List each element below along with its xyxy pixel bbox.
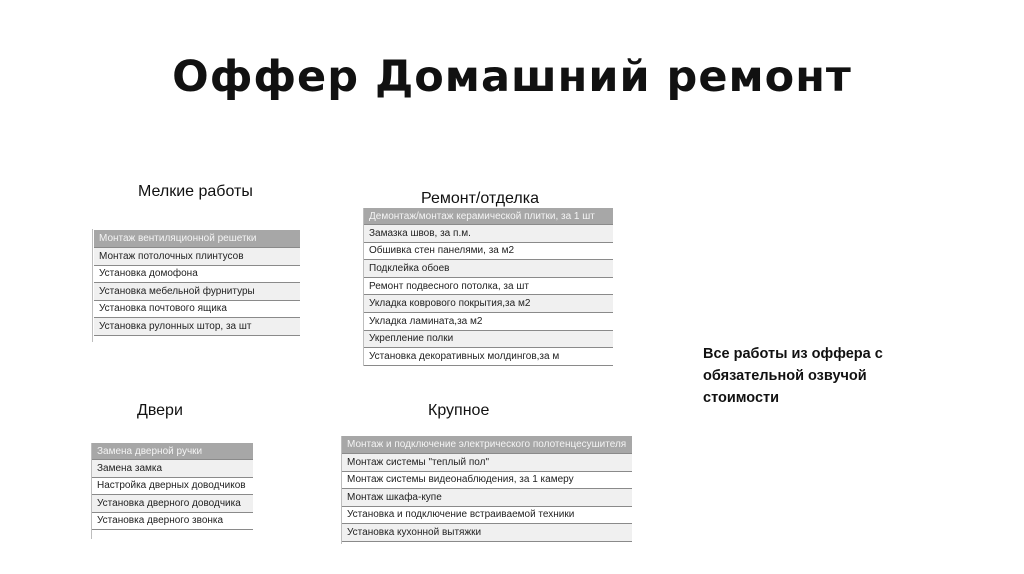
table-row: Настройка дверных доводчиков (92, 478, 253, 496)
table-header-row: Монтаж вентиляционной решетки (94, 230, 300, 248)
section-label-doors: Двери (137, 402, 183, 419)
table-repair (364, 208, 613, 366)
table-row: Установка декоративных молдингов,за м (364, 348, 613, 366)
table-row: Ремонт подвесного потолка, за шт (364, 278, 613, 296)
offer-note: Все работы из оффера с обязательной озвучой стоимости (703, 346, 883, 406)
section-label-small-works: Мелкие работы (138, 183, 253, 200)
table-header-row: Монтаж и подключение электрического полотенцесушителя (342, 436, 632, 454)
table-row: Подклейка обоев (364, 260, 613, 278)
table-row: Установка мебельной фурнитуры (94, 283, 300, 301)
slide-title: Оффер Домашний ремонт (172, 52, 852, 102)
table-row: Укрепление полки (364, 331, 613, 349)
table-row: Замена замка (92, 460, 253, 478)
table-row: Монтаж системы "теплый пол" (342, 454, 632, 472)
table-row: Установка дверного звонка (92, 513, 253, 531)
table-edge (92, 229, 93, 342)
table-small-works (94, 230, 300, 336)
table-large (342, 436, 632, 542)
table-row: Обшивка стен панелями, за м2 (364, 243, 613, 261)
table-row: Укладка коврового покрытия,за м2 (364, 295, 613, 313)
section-label-large: Крупное (428, 402, 490, 419)
table-row: Замазка швов, за п.м. (364, 225, 613, 243)
table-header-row: Замена дверной ручки (92, 443, 253, 460)
table-row: Установка кухонной вытяжки (342, 524, 632, 542)
table-row: Монтаж потолочных плинтусов (94, 248, 300, 266)
table-row: Установка домофона (94, 266, 300, 284)
section-label-repair: Ремонт/отделка (421, 190, 540, 207)
table-row: Укладка ламината,за м2 (364, 313, 613, 331)
table-row: Установка рулонных штор, за шт (94, 318, 300, 336)
table-header-row: Демонтаж/монтаж керамической плитки, за 1 шт (364, 208, 613, 225)
table-row: Установка и подключение встраиваемой техники (342, 507, 632, 525)
table-row: Монтаж системы видеонаблюдения, за 1 камеру (342, 472, 632, 490)
table-doors (92, 443, 253, 530)
table-row: Установка дверного доводчика (92, 495, 253, 513)
table-row: Монтаж шкафа-купе (342, 489, 632, 507)
table-row: Установка почтового ящика (94, 301, 300, 319)
